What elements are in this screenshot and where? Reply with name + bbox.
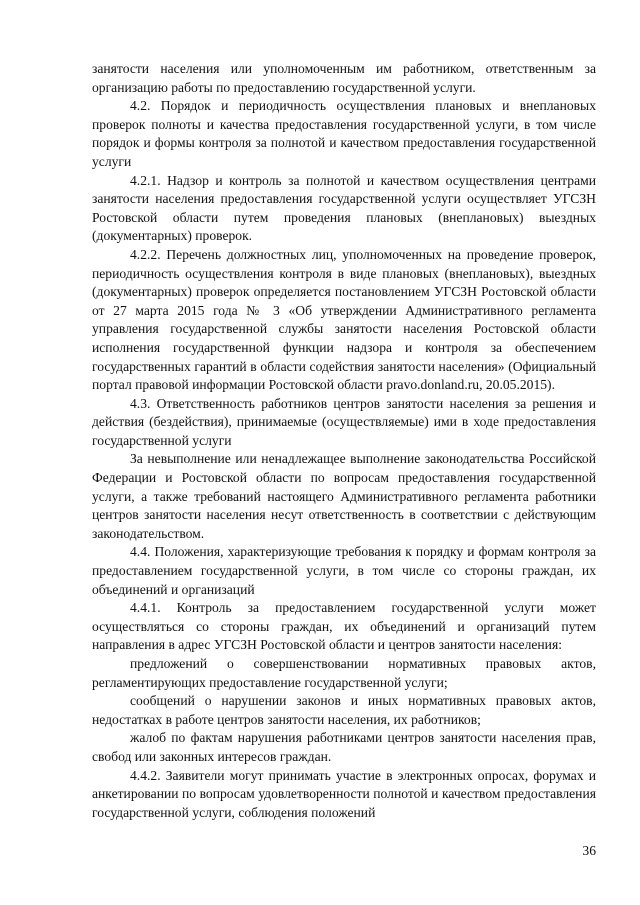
paragraph-continuation: занятости населения или уполномоченным им работником, ответственным за организацию работы по предоставлению государственной услуги.: [92, 61, 596, 95]
paragraph-section-4-2-2: 4.2.2. Перечень должностных лиц, уполномоченных на проведение проверок, периодичность осуществления контроля в виде плановых (внеплановых), выездных (документарных) проверок определяется постановлением УГСЗН Ростовской области от 27 марта 2015 года № 3 «Об утверждении Административного регламента управления государственной службы занятости населения Ростовской области исполнения государственной функции надзора и контроля за обеспечением государственных гарантий в области содействия занятости населения» (Официальный портал правовой информации Ростовской области pravo.donland.ru, 20.05.2015).: [92, 246, 596, 393]
paragraph-section-4-4-1: 4.4.1. Контроль за предоставлением государственной услуги может осуществляться со стороны граждан, их объединений и организаций путем направления в адрес УГСЗН Ростовской области и центров занятости населения:: [92, 600, 596, 653]
paragraph-section-4-2: 4.2. Порядок и периодичность осуществления плановых и внеплановых проверок полноты и качества предоставления государственной услуги, в том числе порядок и формы контроля за полнотой и качеством предоставления государственной услуги: [92, 98, 596, 169]
list-item-complaints: жалоб по фактам нарушения работниками центров занятости населения прав, свобод или законных интересов граждан.: [92, 730, 596, 764]
paragraph-responsibility: За невыполнение или ненадлежащее выполнение законодательства Российской Федерации и Ростовской области по вопросам предоставления государственной услуги, а также требований настоящего Административного регламента работники центров занятости населения несут ответственность в соответствии с действующим законодательством.: [92, 451, 596, 541]
paragraph-section-4-2-1: 4.2.1. Надзор и контроль за полнотой и качеством осуществления центрами занятости населения предоставления государственной услуги осуществляет УГСЗН Ростовской области путем проведения плановых (внеплановых) выездных (документарных) проверок.: [92, 172, 596, 244]
list-item-reports: сообщений о нарушении законов и иных нормативных правовых актов, недостатках в работе центров занятости населения, их работников;: [92, 693, 596, 727]
paragraph-section-4-3: 4.3. Ответственность работников центров занятости населения за решения и действия (бездействия), принимаемые (осуществляемые) ими в ходе предоставления государственной услуги: [92, 395, 596, 448]
paragraph-section-4-4-2: 4.4.2. Заявители могут принимать участие в электронных опросах, форумах и анкетировании по вопросам удовлетворенности полнотой и качеством предоставления государственной услуги, соблюдения положений: [92, 767, 596, 820]
page-number: 36: [582, 843, 596, 858]
document-body: [92, 60, 596, 822]
paragraph-section-4-4: 4.4. Положения, характеризующие требования к порядку и формам контроля за предоставлением государственной услуги, в том числе со стороны граждан, их объединений и организаций: [92, 544, 596, 597]
list-item-proposals: предложений о совершенствовании нормативных правовых актов, регламентирующих предоставление государственной услуги;: [92, 656, 596, 690]
